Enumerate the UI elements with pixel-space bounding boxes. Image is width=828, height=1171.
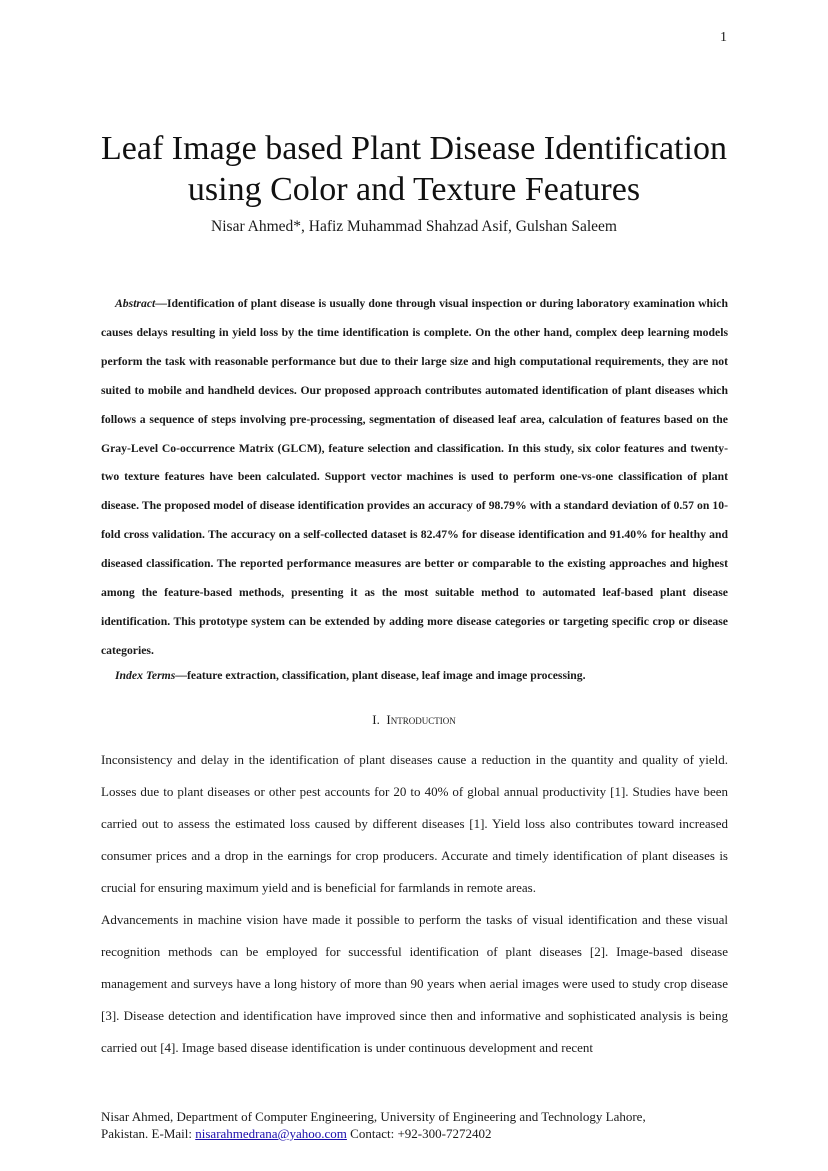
section-title: Introduction xyxy=(386,712,456,727)
paper-title: Leaf Image based Plant Disease Identification using Color and Texture Features xyxy=(101,130,727,208)
footnote-affiliation xyxy=(101,1108,728,1142)
introduction-body xyxy=(101,744,728,1064)
footnote-line-1: Nisar Ahmed, Department of Computer Engineering, University of Engineering and Technology Lahore, xyxy=(101,1109,646,1124)
index-terms xyxy=(101,662,728,691)
email-link[interactable]: nisarahmedrana@yahoo.com xyxy=(195,1126,347,1141)
abstract xyxy=(101,290,728,666)
section-number: I. xyxy=(372,712,380,727)
footnote-prefix: Pakistan. E-Mail: xyxy=(101,1126,196,1141)
abstract-label: Abstract xyxy=(115,297,156,310)
footnote-line-2 xyxy=(101,1125,728,1142)
index-terms-text: —feature extraction, classification, plant disease, leaf image and image processing. xyxy=(175,669,586,682)
abstract-text: —Identification of plant disease is usually done through visual inspection or during laboratory examination which causes delays resulting in yield loss by the time identification is complete. On the other hand, complex deep learning models perform the task with reasonable performance but due to their large size and high computational requirements, they are not suited to mobile and handheld devices. Our proposed approach contributes automated identification of plant diseases which follows a sequence of steps involving pre-processing, segmentation of diseased leaf area, calculation of features based on the Gray-Level Co-occurrence Matrix (GLCM), feature selection and classification. In this study, six color features and twenty-two texture features have been calculated. Support vector machines is used to perform one-vs-one classification of plant disease. The proposed model of disease identification provides an accuracy of 98.79% with a standard deviation of 0.57 on 10-fold cross validation. The accuracy on a self-collected dataset is 82.47% for disease identification and 91.40% for healthy and diseased classification. The reported performance measures are better or comparable to the existing approaches and highest among the feature-based methods, presenting it as the most suitable method to automated leaf-based plant disease identification. This prototype system can be extended by adding more disease categories or targeting specific crop or disease categories. xyxy=(101,297,728,657)
footnote-contact: Contact: +92-300-7272402 xyxy=(346,1126,492,1141)
intro-paragraph-1: Inconsistency and delay in the identification of plant diseases cause a reduction in the quantity and quality of yield. Losses due to plant diseases or other pest accounts for 20 to 40% of global annual productivity [1]. Studies have been carried out to assess the estimated loss caused by different diseases [1]. Yield loss also contributes toward increased consumer prices and a drop in the earnings for crop producers. Accurate and timely identification of plant diseases is crucial for ensuring maximum yield and is beneficial for farmlands in remote areas. xyxy=(101,752,728,895)
index-terms-label: Index Terms xyxy=(115,669,176,682)
author-list: Nisar Ahmed*, Hafiz Muhammad Shahzad Asif, Gulshan Saleem xyxy=(211,218,617,235)
section-heading xyxy=(60,712,768,728)
intro-paragraph-2: Advancements in machine vision have made it possible to perform the tasks of visual identification and these visual recognition methods can be employed for successful identification of plant diseases [2]. Image-based disease management and surveys have a long history of more than 90 years when aerial images were used to study crop disease [3]. Disease detection and identification have improved since then and informative and sophisticated analysis is being carried out [4]. Image based disease identification is under continuous development and recent xyxy=(101,912,728,1055)
page-number: 1 xyxy=(720,30,727,45)
